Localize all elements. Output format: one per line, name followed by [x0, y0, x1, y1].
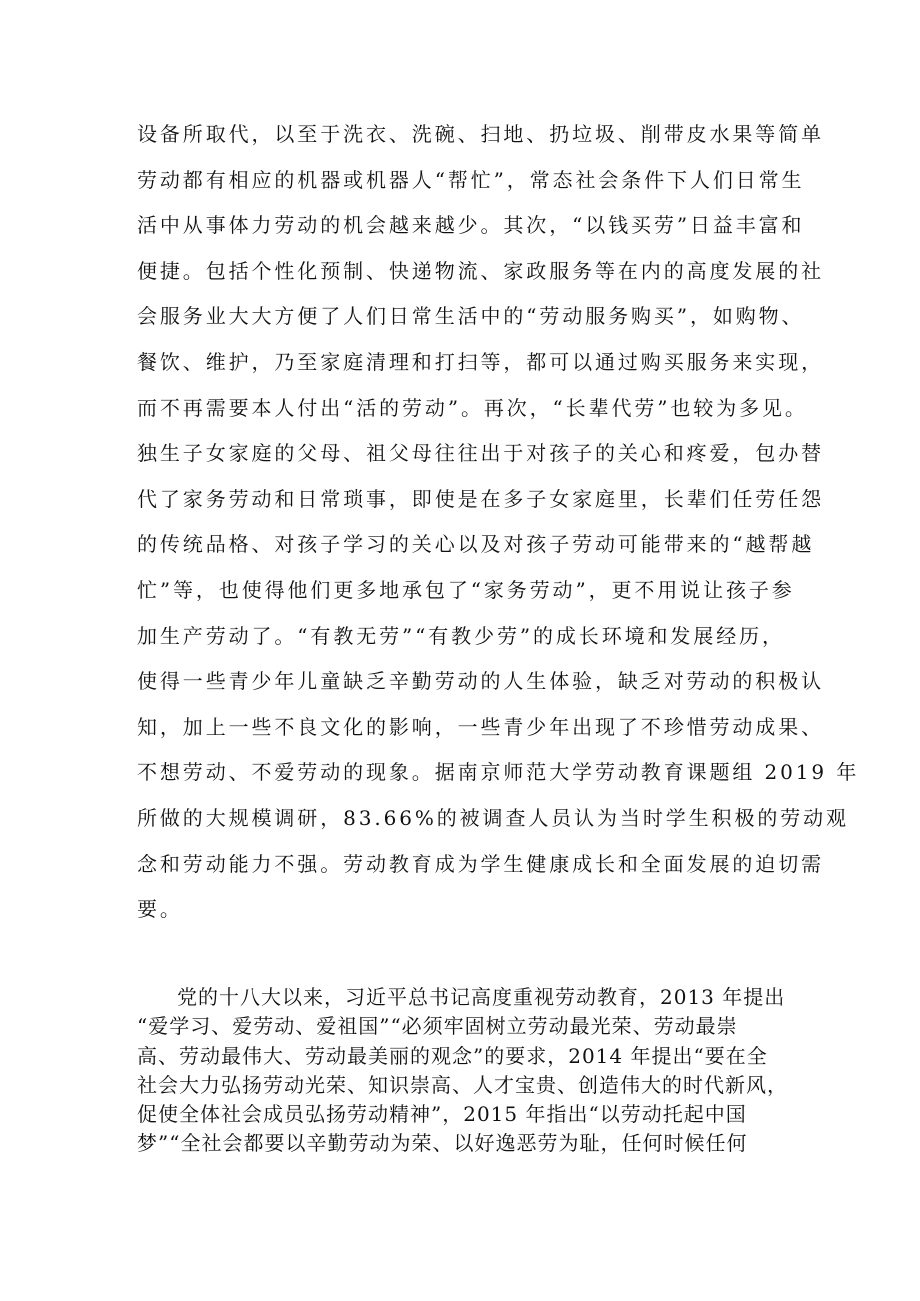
text-line: 使得一些青少年儿童缺乏辛勤劳动的人生体验，缺乏对劳动的积极认	[137, 669, 824, 694]
text-line: 的传统品格、对孩子学习的关心以及对孩子劳动可能带来的“越帮越	[137, 532, 815, 557]
text-line: 不想劳动、不爱劳动的现象。据南京师范大学劳动教育课题组 2019 年	[137, 760, 860, 785]
text-line: “爱学习、爱劳动、爱祖国”“必须牢固树立劳动最光荣、劳动最崇	[137, 1014, 738, 1039]
text-line: 念和劳动能力不强。劳动教育成为学生健康成长和全面发展的迫切需	[137, 851, 824, 876]
text-line: 餐饮、维护，乃至家庭清理和打扫等，都可以通过购买服务来实现，	[137, 349, 824, 374]
text-line: 加生产劳动了。“有教无劳”“有教少劳”的成长环境和发展经历，	[137, 623, 785, 648]
paragraph-2	[137, 983, 817, 1159]
text-line: 活中从事体力劳动的机会越来越少。其次，“以钱买劳”日益丰富和	[137, 213, 805, 238]
text-line: 知，加上一些不良文化的影响，一些青少年出现了不珍惜劳动成果、	[137, 714, 824, 739]
text-line: 劳动都有相应的机器或机器人“帮忙”，常态社会条件下人们日常生	[137, 167, 805, 192]
text-line: 社会大力弘扬劳动光荣、知识崇高、人才宝贵、创造伟大的时代新风，	[137, 1072, 788, 1097]
text-line: 梦”“全社会都要以辛勤劳动为荣、以好逸恶劳为耻，任何时候任何	[137, 1131, 748, 1156]
text-line: 所做的大规模调研，83.66%的被调查人员认为当时学生积极的劳动观	[137, 805, 849, 830]
text-line: 会服务业大大方便了人们日常生活中的“劳动服务购买”，如购物、	[137, 304, 805, 329]
text-line: 高、劳动最伟大、劳动最美丽的观念”的要求，2014 年提出“要在全	[137, 1043, 768, 1068]
text-line: 代了家务劳动和日常琐事，即使是在多子女家庭里，长辈们任劳任怨	[137, 486, 824, 511]
text-line: 党的十八大以来，习近平总书记高度重视劳动教育，2013 年提出	[177, 985, 786, 1009]
text-line: 促使全体社会成员弘扬劳动精神”，2015 年指出“以劳动托起中国	[137, 1102, 747, 1127]
text-line: 独生子女家庭的父母、祖父母往往出于对孩子的关心和疼爱，包办替	[137, 441, 824, 466]
text-line: 便捷。包括个性化预制、快递物流、家政服务等在内的高度发展的社	[137, 258, 824, 283]
text-line: 忙”等，也使得他们更多地承包了“家务劳动”，更不用说让孩子参	[137, 577, 795, 602]
text-line: 设备所取代，以至于洗衣、洗碗、扫地、扔垃圾、削带皮水果等简单	[137, 122, 824, 146]
text-line: 要。	[137, 897, 183, 922]
paragraph-1	[137, 112, 860, 933]
text-line: 而不再需要本人付出“活的劳动”。再次，“长辈代劳”也较为多见。	[137, 395, 808, 420]
